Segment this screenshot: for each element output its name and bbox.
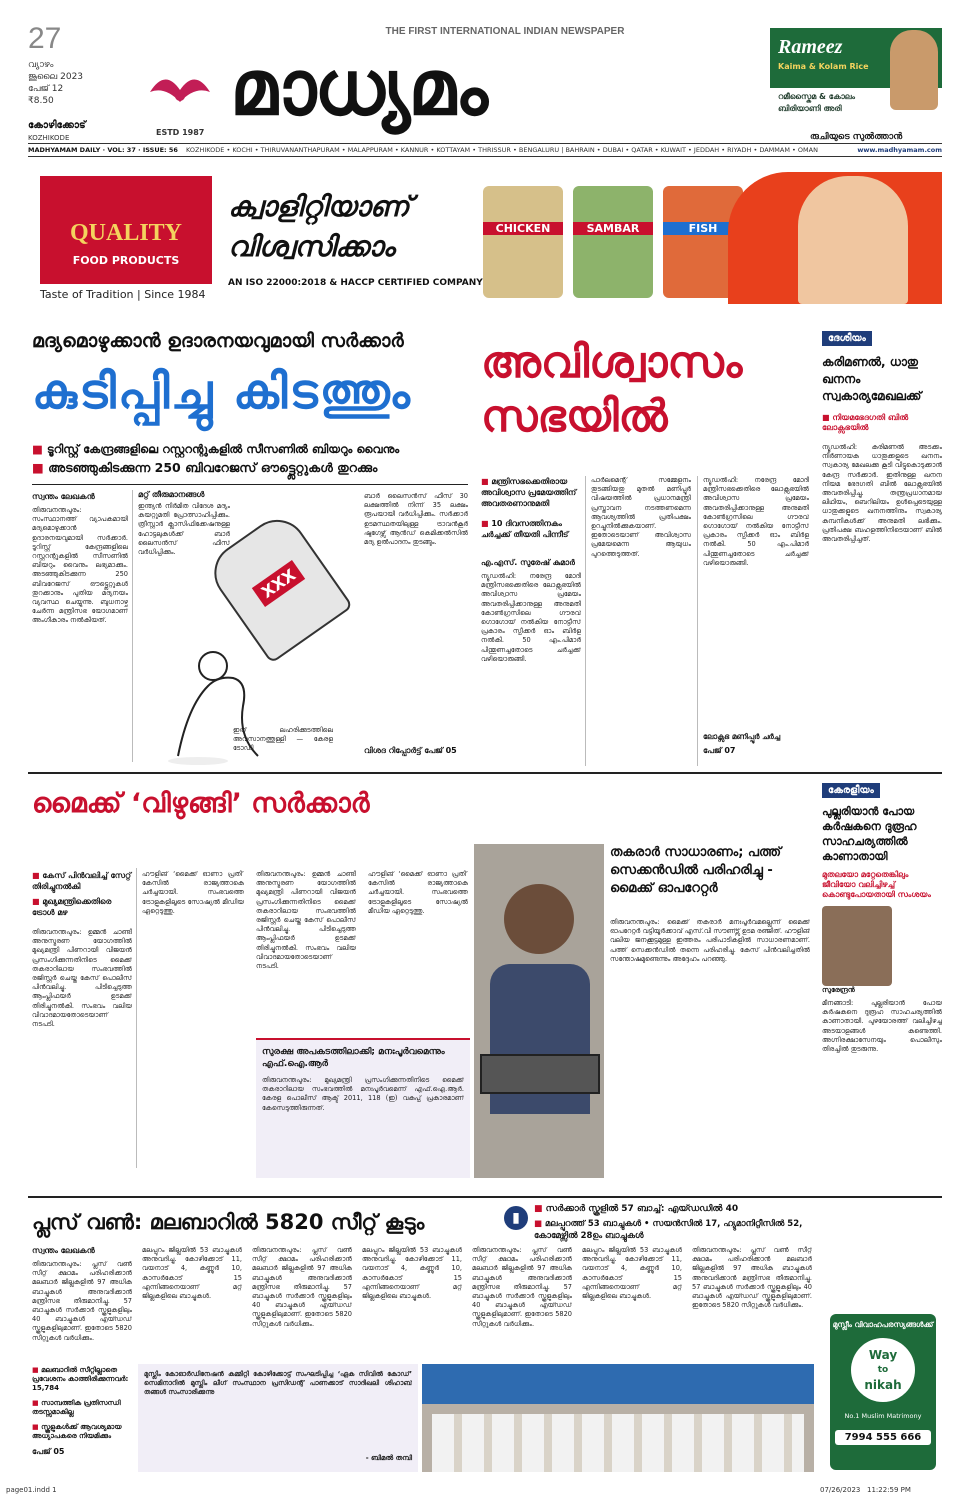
quality-cert: AN ISO 22000:2018 & HACCP CERTIFIED COMPANY [228,278,483,288]
mic-body-2: ഹൗളിങ് ‘മൈക്ക് ഓണാ പ്രതി’ കേസിൽ രാജ്യത്താകെ ചർച്ചയായി. സംഭവത്തെ ട്രോളുകളിലൂടെ സോഷ്യൽ മീഡിയ ഏറ്റെടുത്തു. [142,870,244,915]
estd-label: ESTD 1987 [156,128,205,137]
lead-byline: സ്വന്തം ലേഖകൻ [32,492,95,501]
plus-headline: പ്ലസ് വൺ: മലബാറിൽ 5820 സീറ്റ് കൂടും [32,1210,425,1234]
plus-body-5: തിരുവനന്തപുരം: പ്ലസ് വൺ സീറ്റ് ക്ഷാമം പരിഹരിക്കാൻ മലബാർ ജില്ലകളിൽ 97 അധിക ബാച്ചുകൾ അനുവദിക്കാൻ മന്ത്രിസഭ തീരുമാനിച്ചു. 57 ബാച്ചുകൾ സർക്കാർ സ്കൂളുകളിലും 40 ബാച്ചുകൾ എയ്ഡഡ് സ്കൂളുകളിലുമാണ്. ഇതോടെ 5820 സീറ്റുകൾ വർധിക്കും. [472,1246,572,1328]
quality-banner-ad[interactable] [28,172,942,304]
plus-body: തിരുവനന്തപുരം: പ്ലസ് വൺ സീറ്റ് ക്ഷാമം പരിഹരിക്കാൻ മലബാർ ജില്ലകളിൽ 97 അധിക ബാച്ചുകൾ അനുവദിക്കാൻ മന്ത്രിസഭ തീരുമാനിച്ചു. 57 ബാച്ചുകൾ സർക്കാർ സ്കൂളുകളിലും 40 ബാച്ചുകൾ എയ്ഡഡ് സ്കൂളുകളിലുമാണ്. ഇതോടെ 5820 സീറ്റുകൾ വർധിക്കും. [32,1260,132,1342]
quality-brand-sub: FOOD PRODUCTS [72,254,180,267]
mic-bullet-1: ■ കേസ് പിൻവലിച്ച് സേറ്റ് തിരിച്ചുനൽകി [32,870,132,892]
second-related[interactable]: ലോക്സഭ മണിപ്പൂർ ചർച്ച [703,732,781,741]
logo-bird-icon [140,50,220,130]
footer-file: page01.indd 1 [6,1486,57,1494]
rameez-ad[interactable] [770,28,942,143]
lead-headline: കുടിപ്പിച്ചു കിടത്തും [32,364,412,420]
national-headline: കരിമണൽ, ധാതു ഖനനം സ്വകാര്യമേഖലക്ക് [822,355,922,403]
second-headline: അവിശ്വാസം സഭയിൽ [481,337,743,442]
amplifier-icon [480,1054,600,1094]
quality-headline-2: വിശ്വസിക്കാം [228,230,395,263]
price: ₹8.50 [28,96,54,106]
plus-body-7: തിരുവനന്തപുരം: പ്ലസ് വൺ സീറ്റ് ക്ഷാമം പരിഹരിക്കാൻ മലബാർ ജില്ലകളിൽ 97 അധിക ബാച്ചുകൾ അനുവദിക്കാൻ മന്ത്രിസഭ തീരുമാനിച്ചു. 57 ബാച്ചുകൾ സർക്കാർ സ്കൂളുകളിലും 40 ബാച്ചുകൾ എയ്ഡഡ് സ്കൂളുകളിലുമാണ്. ഇതോടെ 5820 സീറ്റുകൾ വർധിക്കും. [692,1246,812,1310]
pack-sambar-label: SAMBAR [573,222,653,235]
nikah-label: മുസ്ലീം വിവാഹപരസ്യങ്ങൾക്ക് [832,1320,934,1329]
bottle-label: XXX [252,560,305,607]
kerala-body: മീനങ്ങാടി: പുല്ലരിയാൻ പോയ കർഷകനെ ദുരൂഹ സാഹചര്യത്തിൽ കാണാതായി. പുഴയോരത്ത് വലിച്ചിഴച്ച അടയാളങ്ങൾ കണ്ടെത്തി. അഗ്നിരക്ഷാസേനയും പൊലീസും തിരച്ചിൽ തുടരുന്നു. [822,999,942,1054]
second-body-2: പാർലമെന്റ് സമ്മേളനം തുടങ്ങിയതു മുതൽ മണിപ്പൂർ വിഷയത്തിൽ പ്രധാനമന്ത്രി പ്രസ്താവന നടത്തണമെന്ന ആവശ്യത്തിൽ പ്രതിപക്ഷം ഉറച്ചുനിൽക്കുകയാണ്. ഇതോടെയാണ് അവിശ്വാസ പ്രമേയമെന്ന ആയുധം പുറത്തെടുത്തത്. [591,476,691,558]
weekday: വ്യാഴം [28,60,54,70]
nikah-brand-1: Way [868,1348,898,1362]
website-link[interactable]: www.madhyamam.com [857,146,942,154]
pack-sambar [573,186,653,298]
rameez-line1: റമീസ്കൈമ & കോലം [778,92,855,101]
nikah-sub: No.1 Muslim Matrimony [844,1412,922,1420]
national-body: ന്യൂഡൽഹി: കരിമണൽ അടക്കം നിർണായക ധാതുക്കളുടെ ഖനനം സ്വകാര്യ മേഖലക്കു കൂടി വിട്ടുകൊടുക്കാൻ കേന്ദ്ര സർക്കാർ. ഇതിനുള്ള ഖനന നിയമ ഭേദഗതി ബിൽ ലോക്സഭയിൽ അവതരിപ്പിച്ചു. തന്ത്രപ്രധാനമായ ലിഥിയം, ബെറിലിയം ഉൾപ്പെടെയുള്ള ധാതുക്കളുടെ ഖനനത്തിനും സ്വകാര്യ കമ്പനികൾക്ക് അനുമതി ലഭിക്കും. പ്രതിപക്ഷ ബഹളത്തിനിടെയാണ് ബിൽ അവതരിപ്പിച്ചത്. [822,443,942,544]
kerala-photo-caption: സുരേന്ദ്രൻ [822,986,855,994]
mic-operator-photo [474,844,604,1178]
mic-operator-body: തിരുവനന്തപുരം: മൈക്ക് തകരാർ മനഃപൂർവമല്ലെന്ന് മൈക്ക് ഓപറേറ്റർ വട്ടിയൂർക്കാവ് എസ്.വി സൗണ്ട്സ് ഉടമ രഞ്ജിത്. ഹൗളിങ് വലിയ ജനക്കൂട്ടമുള്ള ഇത്തരം പരിപാടികളിൽ സാധാരണമാണ്. പത്ത് സെക്കൻഡിൽ തന്നെ പരിഹരിച്ചു. കേസ് പിൻവലിച്ചതിൽ സന്തോഷമുണ്ടെന്നും അദ്ദേഹം പറഞ്ഞു. [610,918,810,963]
lead-bullet-1: ■ ടൂറിസ്റ്റ് കേന്ദ്രങ്ങളിലെ റസ്റ്ററന്റുകളിൽ സീസണിൽ ബിയറും വൈനും [32,442,472,457]
paper-name: മാധ്യമം [230,43,486,132]
side-national [822,326,942,766]
mic-body-4: ഹൗളിങ് ‘മൈക്ക് ഓണാ പ്രതി’ കേസിൽ രാജ്യത്താകെ ചർച്ചയായി. സംഭവത്തെ ട്രോളുകളിലൂടെ സോഷ്യൽ മീഡിയ ഏറ്റെടുത്തു. [368,870,468,915]
page-count: പേജ് 12 [28,84,64,94]
rameez-slogan: രുചിയുടെ സുൽത്താൻ [810,132,903,142]
seminar-caption: മുസ്ലിം കോഓർഡിനേഷൻ കമ്മിറ്റി കോഴിക്കോട്ട് സംഘടിപ്പിച്ച ‘ഏക സിവിൽ കോഡ്’ സെമിനാറിൽ മുസ്ലിം ലീഗ് സംസ്ഥാന പ്രസിഡന്റ് പാണക്കാട് സാദിഖലി ശിഹാബ് തങ്ങൾ സംസാരിക്കുന്നു [144,1370,412,1397]
mic-body: തിരുവനന്തപുരം: ഉമ്മൻ ചാണ്ടി അനുസ്മരണ യോഗത്തിൽ മുഖ്യമന്ത്രി പിണറായി വിജയൻ പ്രസംഗിക്കുന്നതിനിടെ മൈക്ക് തകരാറിലായ സംഭവത്തിൽ രജിസ്റ്റർ ചെയ്ത കേസ് പൊലീസ് പിൻവലിച്ചു. പിടിച്ചെടുത്ത ആംപ്ലിഫയർ ഉടമക്ക് തിരിച്ചുനൽകി. സംഭവം വലിയ വിവാദമായതോടെയാണ് നടപടി. [32,928,132,1029]
lead-story [28,326,468,766]
nikah-logo [851,1338,915,1402]
cartoon-caption: ഇത് ലഹരിക്കുടത്തിലെ അവസാനത്തുള്ളി — കേരള ടോഡി [233,726,333,753]
seminar-credit: - ബിമൽ തമ്പി [365,1454,412,1462]
plus-bullet-2: ■ മലപ്പുറത്ത് 53 ബാച്ചുകൾ • സയൻസിൽ 17, ഹ്യുമാനിറ്റീസിൽ 52, കോമേഴ്സിൽ 28ഉം ബാച്ചുകൾ [534,1218,814,1242]
nikah-ad[interactable] [830,1314,936,1470]
rameez-person [890,30,938,110]
mic-body-3: തിരുവനന്തപുരം: ഉമ്മൻ ചാണ്ടി അനുസ്മരണ യോഗത്തിൽ മുഖ്യമന്ത്രി പിണറായി വിജയൻ പ്രസംഗിക്കുന്നതിനിടെ മൈക്ക് തകരാറിലായ സംഭവത്തിൽ രജിസ്റ്റർ ചെയ്ത കേസ് പൊലീസ് പിൻവലിച്ചു. പിടിച്ചെടുത്ത ആംപ്ലിഫയർ ഉടമക്ക് തിരിച്ചുനൽകി. സംഭവം വലിയ വിവാദമായതോടെയാണ് നടപടി. [256,870,356,971]
strip-editions: KOZHIKODE • KOCHI • THIRUVANANTHAPURAM • MALAPPURAM • KANNUR • KOTTAYAM • THRISSUR • BENGALURU | BAHRAIN • DUBAI • QATAR • KUWAIT • JEDDAH • RIYADH • DAMMAM • OMAN [185,146,818,154]
ambassador-photo [798,176,908,304]
nikah-brand-3: nikah [864,1378,902,1392]
second-bullet-1: ■ മന്ത്രിസഭക്കെതിരായ അവിശ്വാസ പ്രമേയത്തിന് അവതരണാനുമതി [481,476,577,509]
plus-fact-1: ■ മലബാറിൽ സീറ്റില്ലാതെ പ്രവേശനം കാത്തിരിക്കുന്നവർ: 15,784 [32,1366,132,1393]
quality-brand: QUALITY [69,220,183,246]
rameez-brand: Rameez [778,36,843,58]
plus-body-2: മലപ്പുറം ജില്ലയിൽ 53 ബാച്ചുകൾ അനുവദിച്ചു. കോഴിക്കോട് 11, വയനാട് 4, കണ്ണൂർ 10, കാസർകോട് 15 എന്നിങ്ങനെയാണ് മറ്റ് ജില്ലകളിലെ ബാച്ചുകൾ. [142,1246,242,1301]
plus-byline: സ്വന്തം ലേഖകൻ [32,1246,95,1255]
plus-bullet-1: ■ സർക്കാർ സ്കൂളിൽ 57 ബാച്ച്: എയ്ഡഡിൽ 40 [534,1204,814,1214]
plus-fact-2: ■ സാമ്പത്തിക പ്രതിസന്ധി തടസ്സമാകില്ല [32,1399,132,1417]
lead-bullet-2: ■ അടഞ്ഞുകിടക്കുന്ന 250 ബിവറേജസ് ഔട്ട്ലെറ്റുകൾ തുറക്കും [32,460,472,476]
pack-fish-label: FISH [663,222,743,235]
seminar-caption-box [138,1364,418,1472]
plus-body-6: മലപ്പുറം ജില്ലയിൽ 53 ബാച്ചുകൾ അനുവദിച്ചു. കോഴിക്കോട് 11, വയനാട് 4, കണ്ണൂർ 10, കാസർകോട് 15 എന്നിങ്ങനെയാണ് മറ്റ് ജില്ലകളിലെ ബാച്ചുകൾ. [582,1246,682,1301]
kerala-tag: കേരളീയം [822,783,880,798]
book-icon: ▮ [504,1206,528,1230]
plus-continue[interactable]: പേജ് 05 [32,1447,65,1456]
second-body-3: ന്യൂഡൽഹി: നരേന്ദ്ര മോദി മന്ത്രിസഭക്കെതിരെ ലോക്സഭയിൽ അവിശ്വാസ പ്രമേയം അവതരിപ്പിക്കാനുള്ള അനുമതി കോൺഗ്രസിലെ ഗൗരവ് ഗൊഗോയ് നൽകിയ നോട്ടീസ് പ്രകാരം സ്പീക്കർ ഓം ബിർള നൽകി. 50 എം.പിമാർ പിന്തുണച്ചതോടെ ചർച്ചക്ക് വഴിയൊരുങ്ങി. [703,476,809,567]
mic-bullet-2: ■ മുഖ്യമന്ത്രിക്കെതിരെ ട്രോൾ മഴ [32,896,132,918]
lead-box-title: മറ്റ് തീരുമാനങ്ങൾ [138,490,205,499]
lead-side-body: ബാർ ലൈസൻസ് ഫീസ് 30 ലക്ഷത്തിൽ നിന്ന് 35 ലക്ഷം രൂപയായി വർധിപ്പിക്കും. സർക്കാർ ഉടമസ്ഥതയിലുള്ള ട്രാവൻകൂർ ഷുഗേഴ്സ് ആൻഡ് കെമിക്കൽസിൽ മദ്യ ഉൽപാദനം തുടങ്ങും. [364,492,468,547]
pack-chicken [483,186,563,298]
rameez-line2: ബിരിയാണി അരി [778,104,842,113]
pack-chicken-label: CHICKEN [483,222,563,235]
month-year: ജൂലൈ 2023 [28,72,84,82]
edition-strip [28,143,942,157]
second-continue[interactable]: പേജ് 07 [703,746,736,755]
strip-vol: MADHYAMAM DAILY · VOL: 37 · ISSUE: 56 [28,146,178,154]
mic-story [28,778,814,1188]
quality-headline-1: ക്വാളിറ്റിയാണ് [228,190,410,223]
date-number: 27 [28,22,62,55]
side-kerala [822,778,942,1188]
plus-story [28,1200,814,1472]
national-tag: ദേശീയം [822,331,872,346]
national-sub: ■ നിയമഭേദഗതി ബിൽ ലോക്സഭയിൽ [822,413,942,433]
second-story [475,326,815,766]
plus-body-3: തിരുവനന്തപുരം: പ്ലസ് വൺ സീറ്റ് ക്ഷാമം പരിഹരിക്കാൻ മലബാർ ജില്ലകളിൽ 97 അധിക ബാച്ചുകൾ അനുവദിക്കാൻ മന്ത്രിസഭ തീരുമാനിച്ചു. 57 ബാച്ചുകൾ സർക്കാർ സ്കൂളുകളിലും 40 ബാച്ചുകൾ എയ്ഡഡ് സ്കൂളുകളിലുമാണ്. ഇതോടെ 5820 സീറ്റുകൾ വർധിക്കും. [252,1246,352,1328]
plus-body-4: മലപ്പുറം ജില്ലയിൽ 53 ബാച്ചുകൾ അനുവദിച്ചു. കോഴിക്കോട് 11, വയനാട് 4, കണ്ണൂർ 10, കാസർകോട് 15 എന്നിങ്ങനെയാണ് മറ്റ് ജില്ലകളിലെ ബാച്ചുകൾ. [362,1246,462,1301]
lead-body: തിരുവനന്തപുരം: സംസ്ഥാനത്ത് വ്യാപകമായി മദ്യമൊഴുക്കാൻ ഉദാരനയവുമായി സർക്കാർ. ടൂറിസ്റ്റ് കേന്ദ്രങ്ങളിലെ റസ്റ്ററന്റുകളിൽ സീസണിൽ ബിയറും വൈനും ലഭ്യമാക്കും. അടഞ്ഞുകിടക്കുന്ന 250 ബിവറേജസ് ഔട്ട്ലെറ്റുകൾ തുറക്കാനും പുതിയ മദ്യനയം വ്യവസ്ഥ ചെയ്യുന്നു. ബുധനാഴ്ച ചേർന്ന മന്ത്രിസഭ യോഗമാണ് അംഗീകാരം നൽകിയത്. [32,506,128,625]
footer-date: 07/26/2023 11:22:59 PM [820,1486,911,1494]
city-en: KOZHIKODE [28,134,70,142]
masthead [0,0,968,160]
city-ml: കോഴിക്കോട് [28,120,86,131]
tagline: THE FIRST INTERNATIONAL INDIAN NEWSPAPER [385,26,625,37]
plus-fact-3: ■ സ്കൂളുകൾക്ക് ആവശ്യമായ അധ്യാപകരെ നിയമിക്കും [32,1423,132,1441]
plus-facts [32,1366,132,1457]
second-bullet-2: ■ 10 ദിവസത്തിനകം ചർച്ചക്ക് തീയതി പിന്നീട് [481,518,577,540]
kerala-photo [822,906,892,986]
lead-continue[interactable]: വിശദ റിപ്പോർട്ട് പേജ് 05 [364,746,457,755]
mic-box-title: സുരക്ഷ അപകടത്തിലാക്കി; മനഃപൂർവമെന്നും എഫ്.ഐ.ആർ [262,1047,445,1069]
kerala-headline: പുല്ലരിയാൻ പോയ കർഷകനെ ദുരൂഹ സാഹചര്യത്തിൽ കാണാതായി [822,805,917,863]
quality-since: Taste of Tradition | Since 1984 [40,288,206,301]
second-body: ന്യൂഡൽഹി: നരേന്ദ്ര മോദി മന്ത്രിസഭക്കെതിരെ ലോക്സഭയിൽ അവിശ്വാസ പ്രമേയം അവതരിപ്പിക്കാനുള്ള അനുമതി കോൺഗ്രസിലെ ഗൗരവ് ഗൊഗോയ് നൽകിയ നോട്ടീസ് പ്രകാരം സ്പീക്കർ ഓം ബിർള നൽകി. 50 എം.പിമാർ പിന്തുണച്ചതോടെ ചർച്ചക്ക് വഴിയൊരുങ്ങി. [481,572,581,663]
mic-box-body: തിരുവനന്തപുരം: മുഖ്യമന്ത്രി പ്രസംഗിക്കുന്നതിനിടെ മൈക്ക് തകരാറിലായ സംഭവത്തിൽ മനഃപൂർവമെന്ന് എഫ്.ഐ.ആർ. കേരള പൊലീസ് ആക്ട് 2011, 118 (ഇ) വകുപ്പ് പ്രകാരമാണ് കേസെടുത്തിരുന്നത്. [262,1076,464,1112]
seminar-photo [422,1364,814,1472]
mic-headline: മൈക്ക് ‘വിഴുങ്ങി’ സർക്കാർ [32,788,370,819]
second-byline: എ.എസ്. സുരേഷ് കുമാർ [481,558,575,567]
mic-fir-box [256,1038,470,1178]
nikah-phone[interactable]: 7994 555 666 [835,1430,931,1445]
mic-photo-caption: തകരാർ സാധാരണം; പത്ത് സെക്കൻഡിൽ പരിഹരിച്ചു - മൈക്ക് ഓപറേറ്റർ [610,845,782,896]
rameez-sub: Kaima & Kolam Rice [778,62,869,71]
kerala-sub: മുതലയോ മറ്റേതെങ്കിലും ജീവിയോ വലിച്ചിഴച്ച് കൊണ്ടുപോയതായി സംശയം [822,870,931,899]
lead-box-body: ഇന്ത്യൻ നിർമിത വിദേശ മദ്യം കയറ്റുമതി പ്രോത്സാഹിപ്പിക്കും. ത്രീസ്റ്റാർ ക്ലാസിഫിക്കേഷനുള്ള ഹോട്ടലുകൾക്ക് ബാർ ലൈസൻസ് ഫീസ് വർധിപ്പിക്കും. [138,502,230,557]
lead-kicker: മദ്യമൊഴുക്കാൻ ഉദാരനയവുമായി സർക്കാർ [32,330,404,352]
nikah-brand-2: to [877,1365,889,1375]
